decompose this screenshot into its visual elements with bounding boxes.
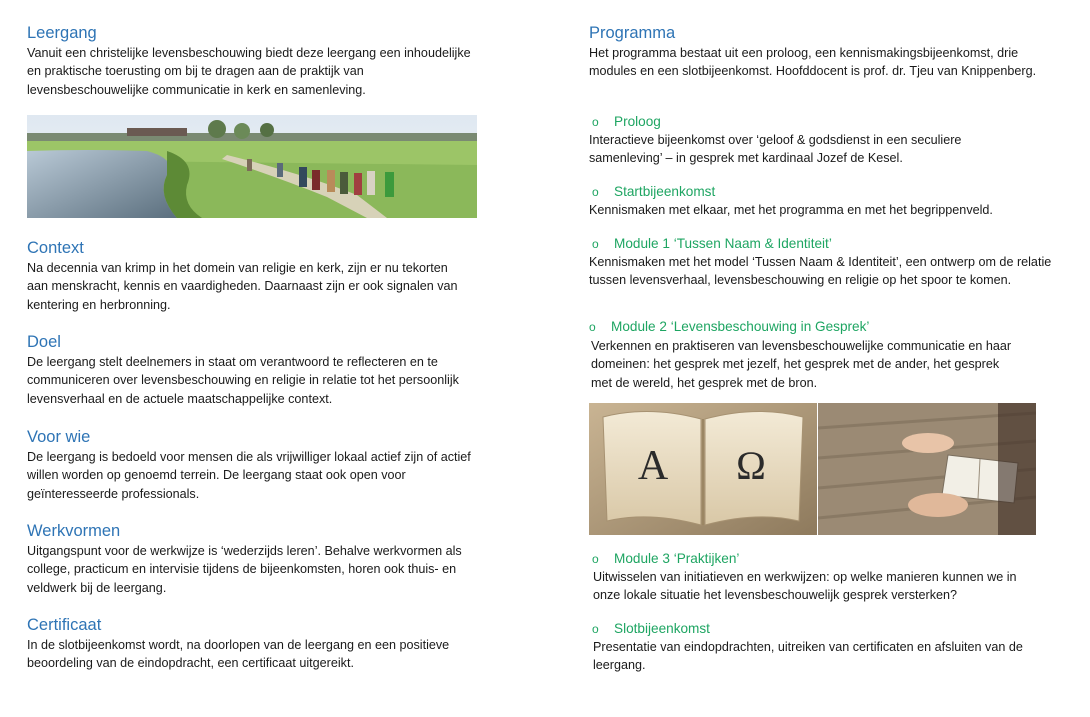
item-module3-title: o Module 3 ‘Praktijken’	[592, 551, 740, 566]
text-certificaat: In de slotbijeenkomst wordt, na doorlopen van de leergang en een positieve beoordeling van de eindopdracht, een certificaat uitgereikt.	[27, 638, 450, 671]
item-proloog-title: o Proloog	[592, 114, 661, 129]
item-module3-text: Uitwisselen van initiatieven en werkwijzen: op welke manieren kunnen we in onze lokale situatie het levensbeschouwelijk gesprek versterken?	[593, 570, 1017, 603]
walking-group-photo	[27, 115, 477, 218]
item-startbijeenkomst-title: o Startbijeenkomst	[592, 184, 716, 199]
bullet-icon: o	[592, 552, 599, 566]
bible-reading-photo	[818, 403, 1036, 535]
bullet-icon: o	[592, 622, 599, 636]
heading-werkvormen: Werkvormen	[27, 522, 121, 540]
item-slotbijeenkomst-title: o Slotbijeenkomst	[592, 621, 710, 636]
heading-leergang: Leergang	[27, 24, 97, 42]
omega-letter: Ω	[736, 443, 766, 488]
bullet-icon: o	[592, 115, 599, 129]
item-module2-title: o Module 2 ‘Levensbeschouwing in Gesprek’	[589, 319, 870, 334]
text-leergang: Vanuit een christelijke levensbeschouwing biedt deze leergang een inhoudelijke en praktische toerusting om bij te dragen aan de praktijk van levensbeschouwelijke communicatie in kerk en samenleving.	[27, 46, 471, 97]
text-doel: De leergang stelt deelnemers in staat om verantwoord te reflecteren en te communiceren over levensbeschouwing en religie in relatie tot het persoonlijk levensverhaal en de actuele maatschappelijke context.	[27, 355, 459, 406]
item-startbijeenkomst-text: Kennismaken met elkaar, met het programma en met het begrippenveld.	[589, 203, 993, 217]
alpha-omega-book-image	[589, 403, 817, 535]
item-module2-text: Verkennen en praktiseren van levensbeschouwelijke communicatie en haar domeinen: het gesprek met jezelf, het gesprek met de ander, het gesprek met de wereld, het gesprek met de bron.	[591, 339, 1012, 390]
bullet-icon: o	[592, 237, 599, 251]
bullet-icon: o	[592, 185, 599, 199]
heading-programma: Programma	[589, 24, 676, 42]
item-slotbijeenkomst-text: Presentatie van eindopdrachten, uitreiken van certificaten en afsluiten van de leergang.	[593, 640, 1023, 673]
heading-context: Context	[27, 239, 84, 257]
alpha-letter: A	[637, 443, 669, 489]
text-context: Na decennia van krimp in het domein van religie en kerk, zijn er nu tekorten aan menskracht, kennis en vaardigheden. Daarnaast zijn er ook signalen van kentering en herbronning.	[27, 261, 458, 312]
text-programma: Het programma bestaat uit een proloog, een kennismakingsbijeenkomst, drie modules en een slotbijeenkomst. Hoofddocent is prof. dr. Tjeu van Knippenberg.	[589, 46, 1037, 79]
heading-voor-wie: Voor wie	[27, 428, 91, 446]
text-werkvormen: Uitgangspunt voor de werkwijze is ‘wederzijds leren’. Behalve werkvormen als college, practicum en intervisie tijdens de bijeenkomsten, horen ook thuis- en veldwerk bij de leergang.	[27, 544, 462, 595]
item-module1-title: o Module 1 ‘Tussen Naam & Identiteit’	[592, 236, 832, 251]
bullet-icon: o	[589, 320, 596, 334]
heading-doel: Doel	[27, 333, 61, 351]
heading-certificaat: Certificaat	[27, 616, 102, 634]
item-proloog-text: Interactieve bijeenkomst over ‘geloof & godsdienst in een seculiere samenleving’ – in gesprek met kardinaal Jozef de Kesel.	[589, 133, 962, 166]
item-module1-text: Kennismaken met het model ‘Tussen Naam & Identiteit’, een ontwerp om de relatie tussen levensverhaal, levensbeschouwing en religie op het spoor te komen.	[589, 255, 1052, 288]
text-voor-wie: De leergang is bedoeld voor mensen die als vrijwilliger lokaal actief zijn of actief willen worden op genoemd terrein. De leergang staat ook open voor geïnteresseerde professionals.	[27, 450, 471, 501]
